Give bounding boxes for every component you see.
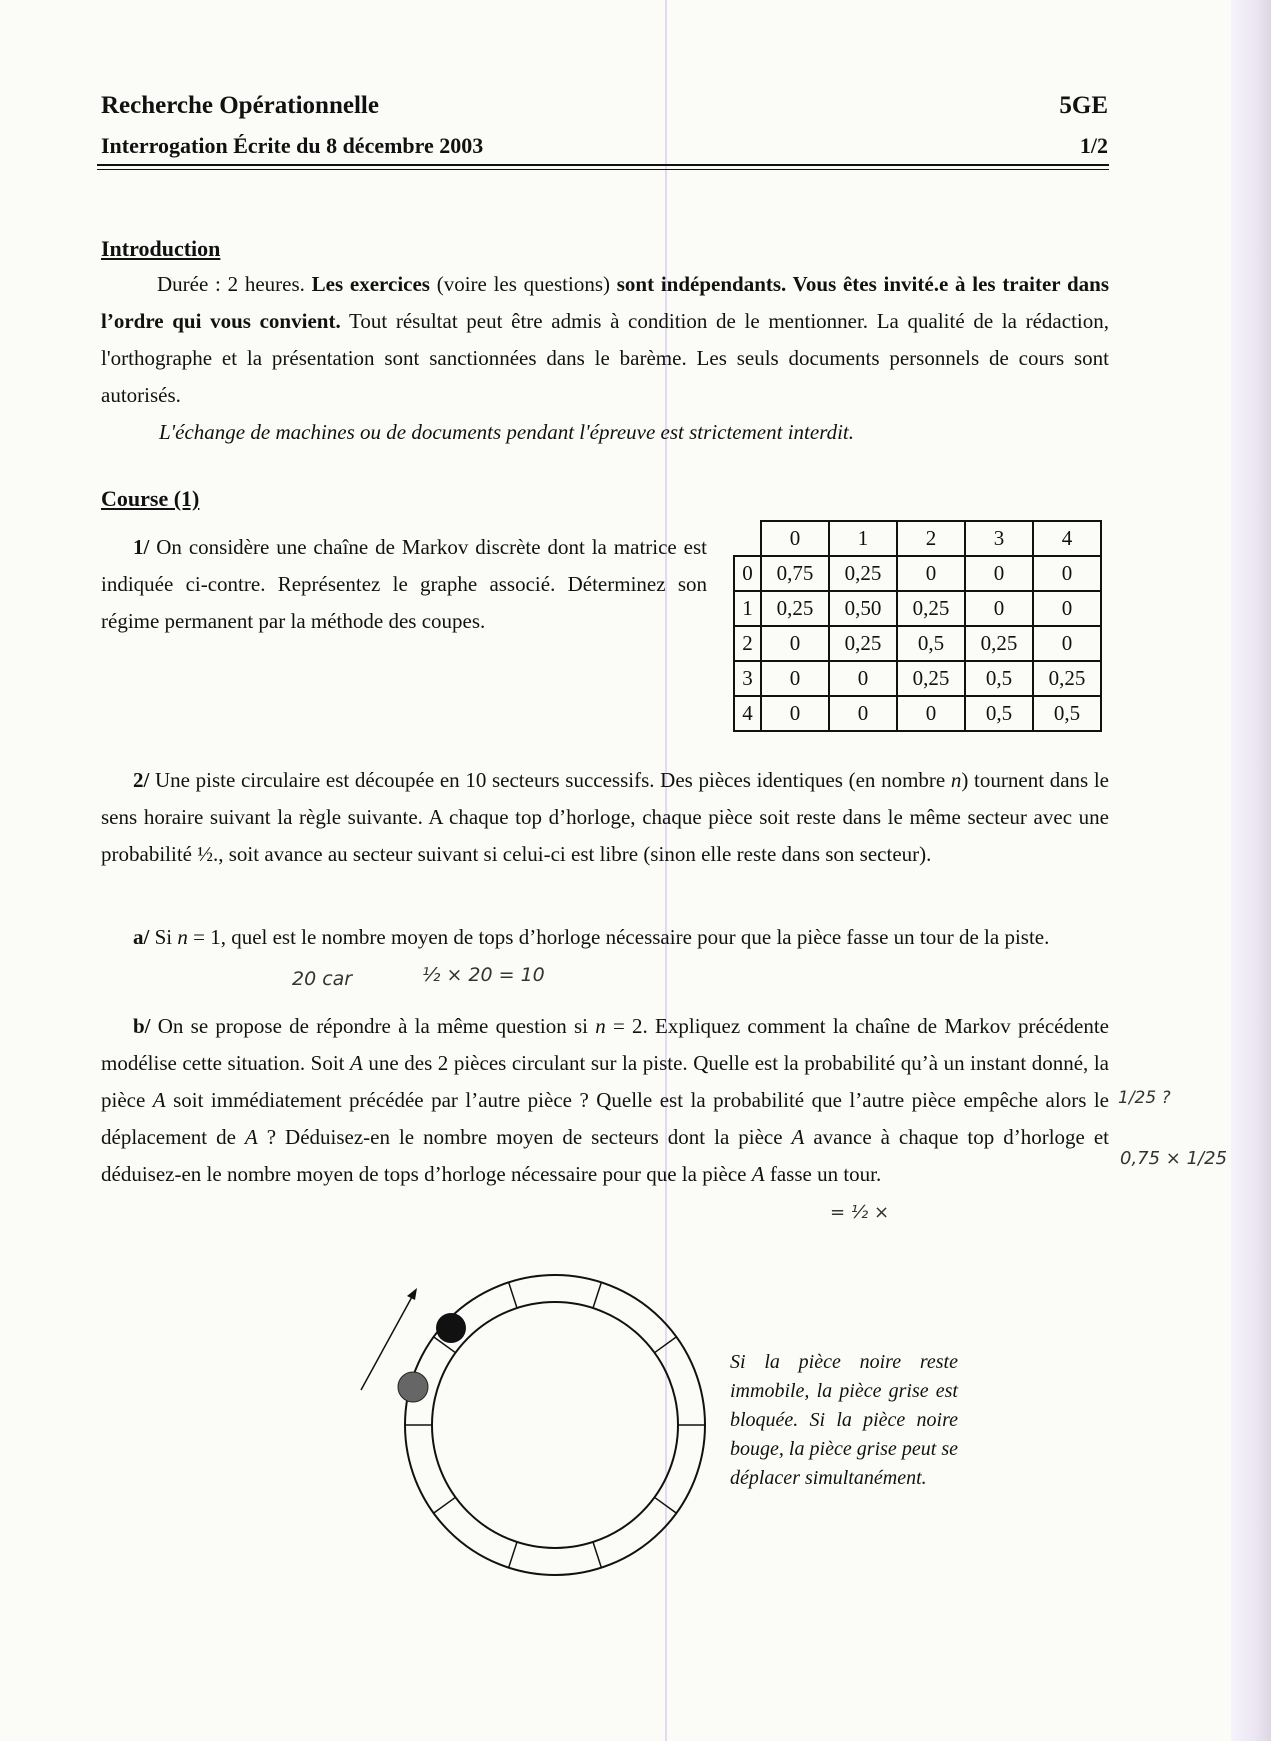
matrix-cell: 0,25 (1033, 661, 1101, 696)
matrix-row-label: 4 (734, 696, 761, 731)
matrix-cell: 0,5 (897, 626, 965, 661)
grey-piece (398, 1372, 428, 1402)
sector-divider (593, 1542, 601, 1568)
matrix-cell: 0 (897, 696, 965, 731)
intro-heading: Introduction (101, 236, 221, 261)
handwritten-note: ½ × 20 = 10 (422, 964, 545, 986)
black-piece (436, 1313, 466, 1343)
handwritten-note: = ½ × (830, 1202, 890, 1223)
matrix-col-header: 0 (761, 521, 829, 556)
exam-subtitle: Interrogation Écrite du 8 décembre 2003 (101, 133, 484, 158)
matrix-row-label: 1 (734, 591, 761, 626)
handwritten-note: 20 car (292, 968, 353, 990)
matrix-cell: 0 (761, 661, 829, 696)
matrix-cell: 0 (829, 661, 897, 696)
page-number: 1/2 (1079, 133, 1108, 158)
matrix-col-header: 3 (965, 521, 1033, 556)
course-title: Recherche Opérationnelle (101, 92, 379, 119)
matrix-cell: 0 (829, 696, 897, 731)
sector-divider (655, 1497, 677, 1513)
matrix-row (734, 556, 1101, 591)
sector-divider (655, 1337, 677, 1353)
handwritten-note: 1/25 ? (1118, 1088, 1171, 1108)
matrix-col-header: 2 (897, 521, 965, 556)
diagram-caption: Si la pièce noire reste immobile, la pièce grise est bloquée. Si la pièce noire bouge, la pièce grise peut se déplacer simultanément. (730, 1351, 958, 1489)
matrix-cell: 0 (1033, 556, 1101, 591)
matrix-cell: 0,25 (897, 661, 965, 696)
sector-divider (593, 1282, 601, 1308)
matrix-cell: 0,5 (1033, 696, 1101, 731)
intro-warning: L'échange de machines ou de documents pendant l'épreuve est strictement interdit. (159, 420, 854, 444)
matrix-cell: 0,75 (761, 556, 829, 591)
paper-edge (1231, 0, 1271, 1741)
matrix-cell: 0,5 (965, 696, 1033, 731)
matrix-cell: 0,25 (897, 591, 965, 626)
matrix-cell: 0 (965, 591, 1033, 626)
matrix-cell: 0 (897, 556, 965, 591)
matrix-row-label: 3 (734, 661, 761, 696)
matrix-header-row (734, 521, 1101, 556)
sector-divider (509, 1542, 517, 1568)
matrix-row (734, 591, 1101, 626)
matrix-col-header: 1 (829, 521, 897, 556)
question-1: 1/ On considère une chaîne de Markov discrète dont la matrice est indiquée ci-contre. Représentez le graphe associé. Déterminez son régime permanent par la méthode des coupes. (101, 535, 707, 633)
matrix-row-label: 2 (734, 626, 761, 661)
matrix-cell: 0,25 (829, 626, 897, 661)
track-inner-circle (432, 1302, 678, 1548)
matrix-cell: 0 (1033, 591, 1101, 626)
matrix-cell: 0 (1033, 626, 1101, 661)
header-rule-thin (97, 169, 1109, 170)
matrix-cell: 0 (761, 696, 829, 731)
sector-divider (509, 1282, 517, 1308)
matrix-row (734, 626, 1101, 661)
matrix-cell: 0,50 (829, 591, 897, 626)
handwritten-note: 0,75 × 1/25 (1120, 1148, 1228, 1169)
matrix-cell: 0 (965, 556, 1033, 591)
matrix-cell: 0,25 (965, 626, 1033, 661)
matrix-col-header: 4 (1033, 521, 1101, 556)
matrix-row-label: 0 (734, 556, 761, 591)
matrix-cell: 0,25 (761, 591, 829, 626)
question-2a: a/ Si n = 1, quel est le nombre moyen de tops d’horloge nécessaire pour que la pièce fasse un tour de la piste. (133, 925, 1050, 949)
sector-divider (434, 1497, 456, 1513)
question-2: 2/ Une piste circulaire est découpée en 10 secteurs successifs. Des pièces identiques (en nombre n) tournent dans le sens horaire suivant la règle suivante. A chaque top d’horloge, chaque pièce soit reste dans le même secteur avec une probabilité ½., soit avance au secteur suivant si celui-ci est libre (sinon elle reste dans son secteur). (101, 768, 1109, 866)
intro-paragraph: Durée : 2 heures. Les exercices (voire les questions) sont indépendants. Vous êtes invité.e à les traiter dans l’ordre qui vous convient. Tout résultat peut être admis à condition de le mentionner. La qualité de la rédaction, l'orthographe et la présentation sont sanctionnées dans le barème. Les seuls documents personnels de cours sont autorisés. (101, 272, 1109, 407)
matrix-corner (734, 521, 761, 556)
course-heading: Course (1) (101, 486, 200, 511)
header-rule (97, 164, 1109, 166)
matrix-row (734, 661, 1101, 696)
direction-arrowhead (407, 1288, 417, 1300)
circular-track-diagram (355, 1260, 715, 1590)
question-2b: b/ On se propose de répondre à la même question si n = 2. Expliquez comment la chaîne de Markov précédente modélise cette situation. Soit A une des 2 pièces circulant sur la piste. Quelle est la probabilité qu’à un instant donné, la pièce A soit immédiatement précédée par l’autre pièce ? Quelle est la probabilité que l’autre pièce empêche alors le déplacement de A ? Déduisez-en le nombre moyen de secteurs dont la pièce A avance à chaque top d’horloge et déduisez-en le nombre moyen de tops d’horloge nécessaire pour que la pièce A fasse un tour. (101, 1014, 1110, 1186)
transition-matrix (733, 520, 1102, 732)
matrix-cell: 0,5 (965, 661, 1033, 696)
matrix-row (734, 696, 1101, 731)
matrix-cell: 0 (761, 626, 829, 661)
matrix-cell: 0,25 (829, 556, 897, 591)
class-code: 5GE (1059, 92, 1108, 119)
